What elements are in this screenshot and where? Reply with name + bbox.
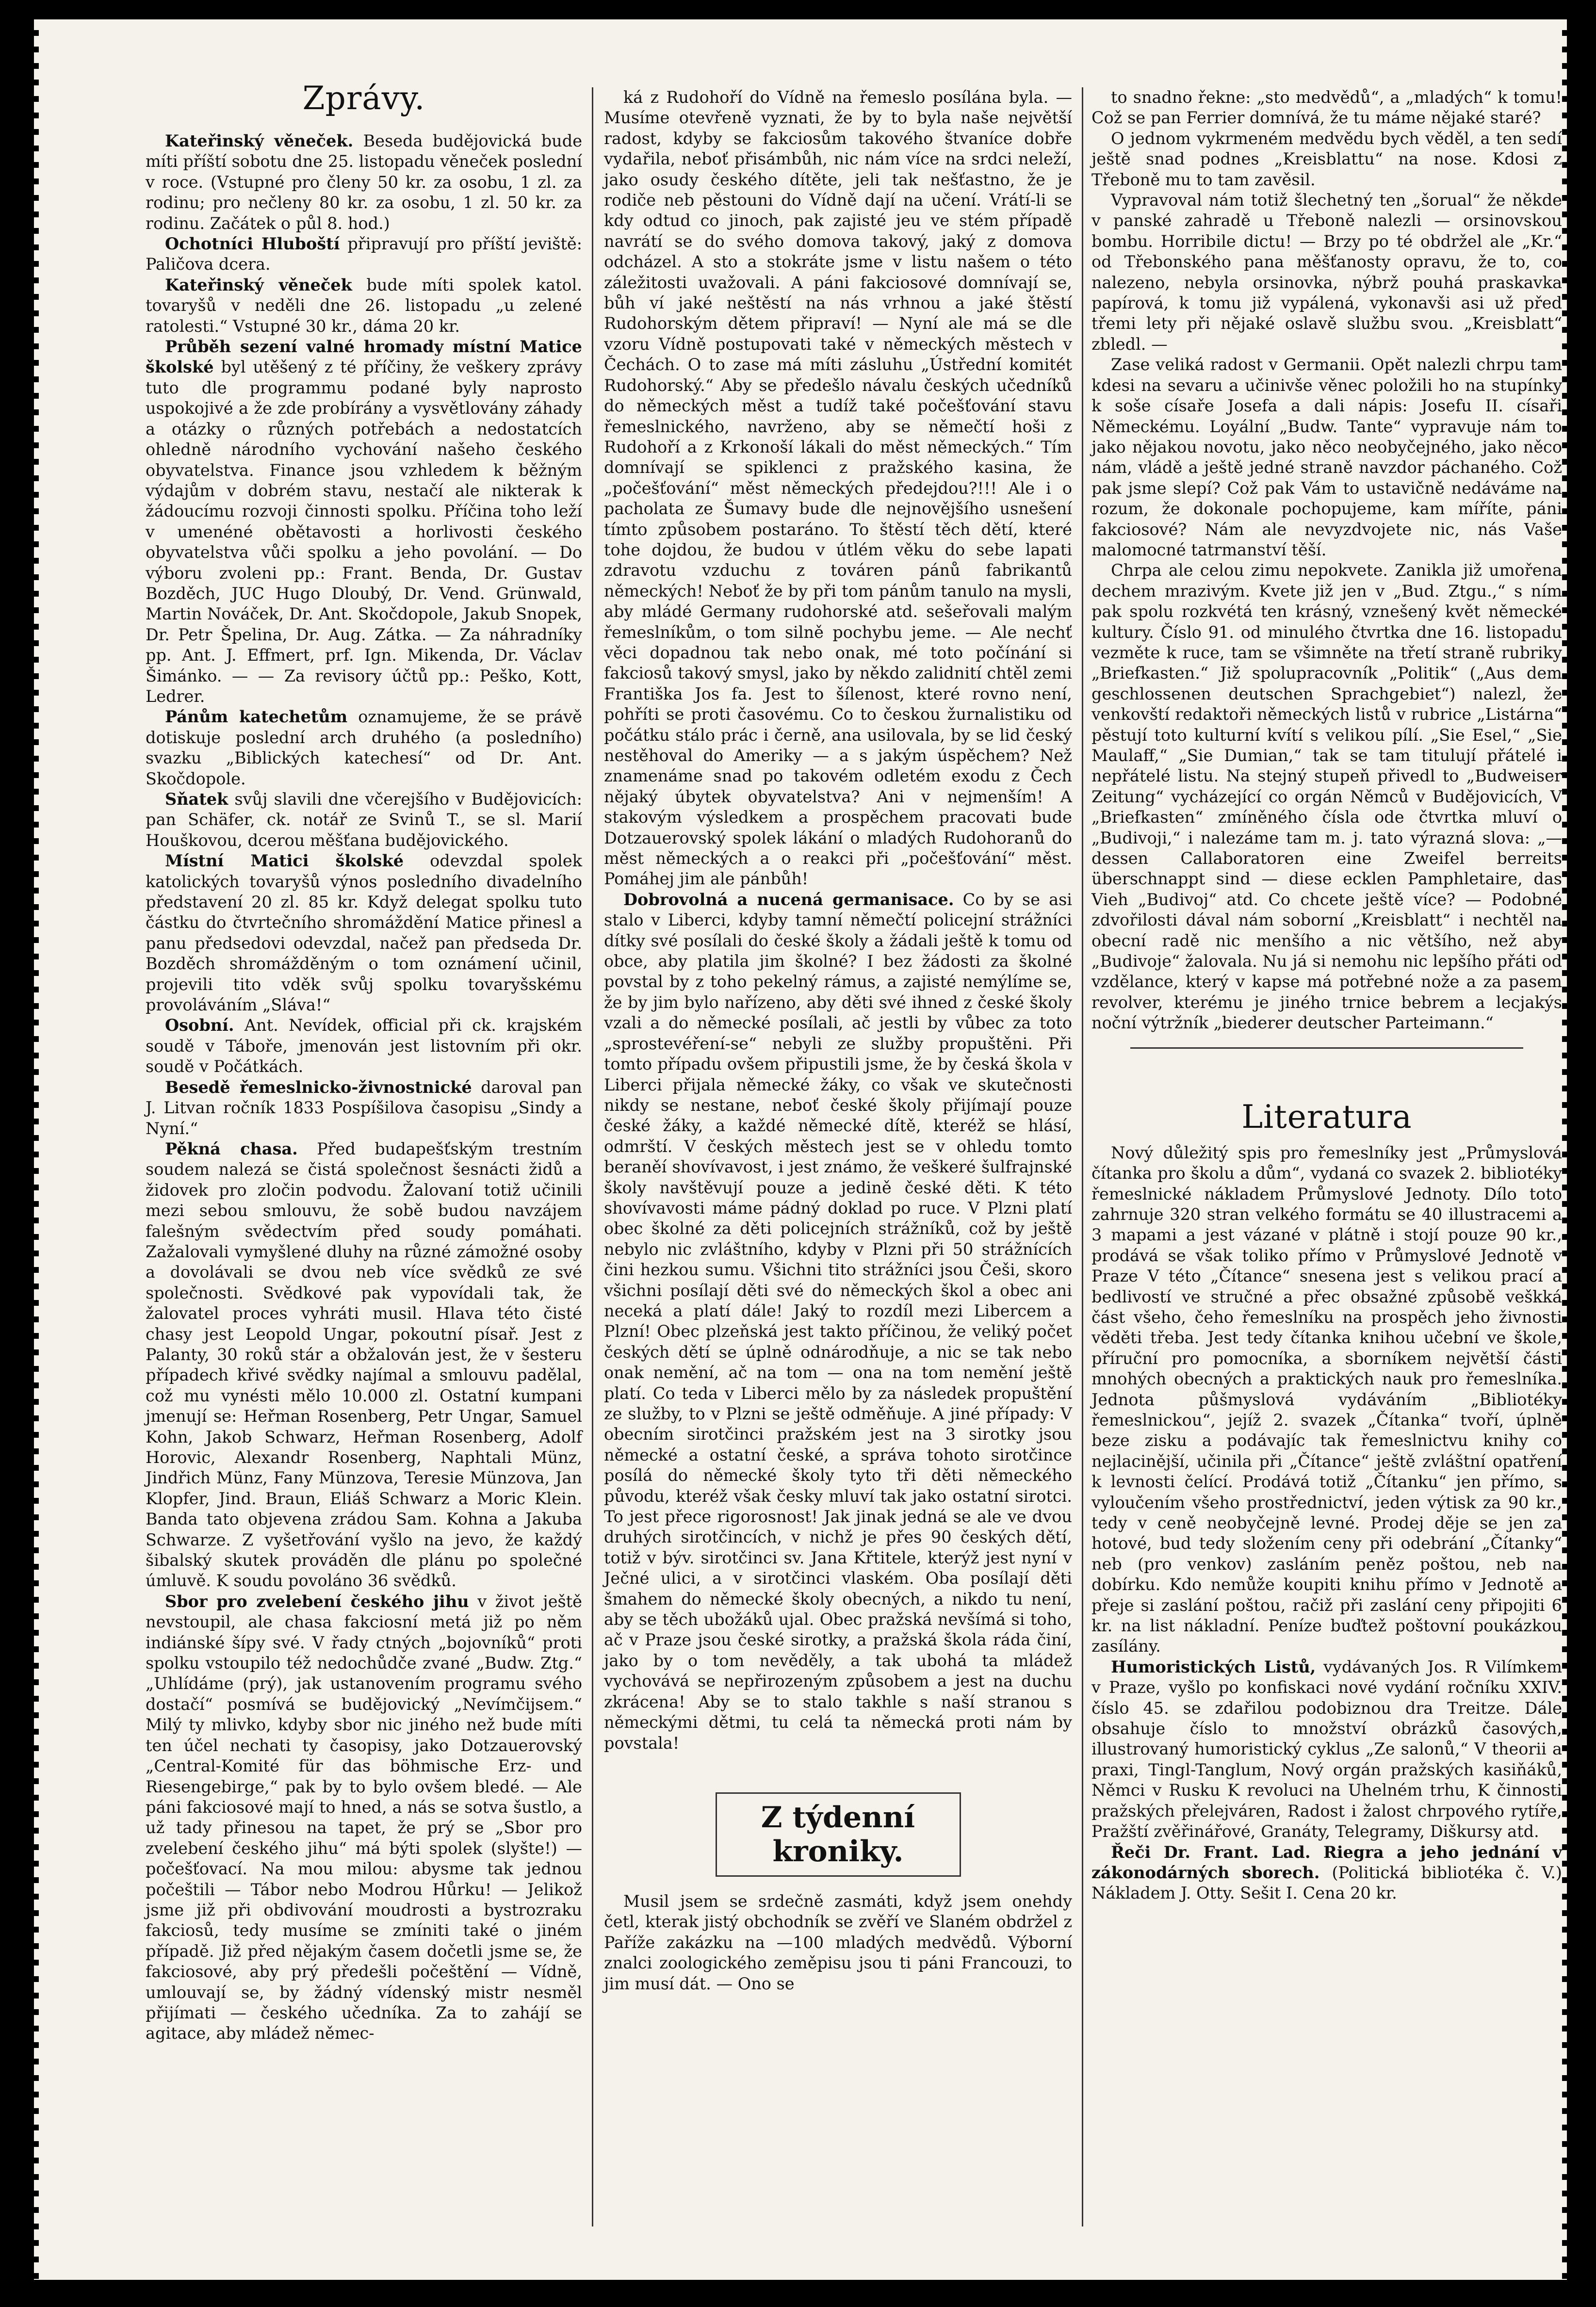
news-items [146, 131, 582, 2044]
column-divider [1082, 87, 1083, 2226]
news-paragraph [604, 1891, 1072, 1994]
paragraph-text: v život ještě nevstoupil, ale chasa fakciosní metá již po něm indiánské šípy své. V řady ctných „bojovníků“ proti spolku vstoupilo též nedochůdče zvané „Budw. Ztg.“ „Uhlídáme (prý), jak ustanovením programu svého dostačí“ posmívá se budějovický „Nevímčijsem.“ Milý ty mlivko, kdyby sbor nic jiného než bude míti ten účel nechati ty časopisy, jako Dotzauerovský „Central-Komité für das böhmische Erz- und Riesengebirge,“ pak by to bylo ovšem bledé. — Ale páni fakciosové mají to hned, a nás se sotva šustlo, a už tady přinesou na tapet, že prý se „Sbor pro zvelebení českého jihu“ má býti spolek (slyšte!) — počešťovací. Na mou milou: abysme tak jednou počeštili — Tábor nebo Modrou Hůrku! — Jelikož jsme již při obdivování moudrosti a bystrozraku fakciosů, tedy musíme se zmíniti také o jiném případě. Již před nějakým časem dočetli jsme se, že fakciosové, aby prý předešli počeštění — Vídně, umlouvají se, by žádný vídenský mistr nesměl přijímati — českého učedníka. Za to zahájí se agitace, aby mládež němec- [146, 1592, 582, 2043]
paragraph-heading: Osobní. [165, 1016, 234, 1035]
news-paragraph [146, 851, 582, 1015]
news-paragraph [146, 234, 582, 275]
paragraph-text: O jednom vykrmeném medvědu bych věděl, a ten sedí ještě snad podnes „Kreisblattu“ na nose. Kdosi z Třeboně mu to tam zavěsil. [1091, 129, 1562, 189]
news-paragraph [146, 131, 582, 234]
section-title-zpravy: Zprávy. [302, 80, 425, 117]
news-paragraph [146, 275, 582, 337]
news-paragraph [146, 1592, 582, 2044]
paragraph-heading: Ochotníci Hluboští [165, 234, 340, 254]
news-paragraph [146, 1015, 582, 1077]
paragraph-heading: Humoristických Listů, [1111, 1657, 1316, 1676]
paragraph-text: Chrpa ale celou zimu nepokvete. Zanikla již umořena dechem mrazivým. Kvete již jen v „Bud. Ztgu.,“ s ním pak spolu rozkvétá ten krásný, vznešený květ německé kultury. Číslo 91. od minulého čtvrtka dne 16. listopadu vezměte k ruce, tam se všimněte na třetí straně rubriky „Briefkasten.“ Již spolupracovník „Politik“ („Aus dem geschlossenen deutschen Sprachgebiet“) nalezl, že venkovští redaktoři německých listů v rubrice „Listárna“ pěstují toto kulturní kvítí s velikou pílí. „Sie Esel,“ „Sie Maulaff,“ „Sie Dumian,“ tak se tam titulují přátelé i nepřátelé listu. Na stejný stupeň přivedl to „Budweiser Zeitung“ vycházející co orgán Němců v Budějovicích, V „Briefkasten“ zmíněného čísla ode čtvrtka mluví o „Budivoji,“ i nalezáme tam m. j. tato výrazná slova: „— dessen Callaboratoren eine Zweifel berreits überschnappt sind — diese ecklen Pamphletaire, das Vieh „Budivoj“ atd. Co chcete ještě více? — Podobné zdvořilosti dával nám soborní „Kreisblatt“ i nechtěl na obecní radě nic menšího a nic většího, než aby „Budivoje“ žalovala. Nu já si nemohu nic lepšího přáti od vzdělance, který v kapse má potřebné nože a za pasem revolver, kterému je jiného trnice bebrem a lecjakýs noční výtržník „biederer deutscher Parteimann.“ [1091, 561, 1562, 1033]
paragraph-text: Co by se asi stalo v Liberci, kdyby tamní němečtí policejní strážníci dítky své posílali do české školy a žádali ještě k tomu od obce, aby platila jim školné? I bez žádosti za školné povstal by z toho pekelný rámus, a zajisté nemýlíme se, že by jim bylo nařízeno, aby děti své ihned z české školy vzali a do německé posílali, ač jestli by vůbec za toto „sprostevéření-se“ nebyli ze služby propuštěni. Při tomto případu ovšem připustili jsme, že by česká škola v Liberci přijala německé žáky, co však ve skutečnosti nikdy se nestane, neboť české školy přijímají pouze české žáky, a každé německé dítě, kteréž se hlásí, odmrští. V českých městech jest se v ohledu tomto beraněí shovívavost, i jest známo, že veškeré šulfrajnské školy navštěvují pouze a jedině české děti. K této shovívavosti máme pádný doklad po ruce. V Plzni platí obec školné za děti policejních strážníků, což by ještě nebylo nic zvláštního, kdyby v Plzni při 50 strážnících čini hezkou sumu. Všichni tito strážníci jsou Češi, skoro všichni posílají děti své do německých škol a obec ani neceká a platí dále! Jaký to rozdíl mezi Libercem a Plzní! Obec plzeňská jest takto příčinou, že veliký počet českých dětí se úplně odnárodňuje, a nic se tak nebo onak nemění, ač na tom — ona na tom nemění ještě platí. Co teda v Liberci mělo by za následek propuštění ze služby, to v Plzni se ještě odměňuje. A jiné případy: V obecním sirotčinci pražském jest na 3 sirotky jsou německé a ostatní české, a správa tohoto sirotčince posílá do německé školy tyto tři děti německého původu, kteréž však česky mluví tak jako ostatní sirotci. To jest přece rigorosnost! Jak jinak jedná se ale ve dvou druhých sirotčincích, v nichž je přes 90 českých dětí, totiž v býv. sirotčinci sv. Jana Křtitele, kterýž jest nyní v Ječné ulici, a v sirotčinci vlaském. Oba posílají děti šmahem do německé školy obecných, a nikdo tu není, aby se těch ubožáků ujal. Obec pražská nevšímá si toho, ač v Praze jsou české sirotky, a pražská škola ráda činí, jako by o tom nevěděly, a tak ubohá ta mládež vychovává se nepřirozeným způsobem a jest na duchu zkrácena! Aby se to stalo takhle s naší stranou s německými dětmi, tu celá ta německá proti nám by povstala! [604, 890, 1072, 1753]
news-paragraph [146, 1077, 582, 1139]
news-paragraph [604, 87, 1072, 890]
paragraph-text: Ant. Nevídek, official při ck. krajském soudě v Táboře, jmenován jest listovním při okr. soudě v Počátkách. [146, 1016, 582, 1076]
news-paragraph [1091, 87, 1562, 129]
paragraph-text: Vypravoval nám totiž šlechetný ten „šorual“ že někde v panské zahradě u Třeboně nalezli — orsinovskou bombu. Horribile dictu! — Brzy po té obdržel ale „Kr.“ od Třebonského pana měšťanosty opravu, že to, co nalezeno, nebyla orsinovka, nýbrž pouhá praskavka papírová, k tomu již vypálená, vykonavši asi už před třemi lety při nějaké oslavě službu svou. „Kreisblatt“ zbledl. — [1091, 191, 1562, 354]
news-paragraph [146, 789, 582, 851]
column-divider [592, 87, 593, 2226]
left-torn-edge [34, 19, 39, 2280]
news-paragraph [1091, 190, 1562, 355]
column-right [1091, 87, 1562, 2236]
paragraph-heading: Kateřinský věneček. [165, 131, 354, 150]
paragraph-heading: Sbor pro zvelebení českého jihu [165, 1592, 469, 1611]
paragraph-heading: Sňatek [165, 790, 228, 809]
literature-paragraph [1091, 1143, 1562, 1657]
spacer [1091, 1062, 1562, 1096]
news-paragraph [1091, 355, 1562, 560]
literature-paragraph [1091, 1842, 1562, 1904]
paragraph-text: Nový důležitý spis pro řemeslníky jest „Průmyslová čítanka pro školu a dům“, vydaná co svazek 2. bibliotéky řemeslnické nákladem Průmyslové Jednoty. Dílo toto zahrnuje 320 stran velkého formátu se 40 illustracemi a 3 mapami a jest vázané v plátně i stojí pouze 90 kr., prodává se však toliko přímo v Průmyslové Jednotě v Praze V této „Čítance“ snesena jest s velikou prací a bedlivostí ve stručné a přec obsažné způsobě veškká část všeho, čeho řemeslníku na prospěch jeho živnosti věděti třeba. Jest tedy čítanka knihou učební ve škole, příruční pro pomocníka, a sborníkem největší části mnohých obecných a praktických nauk pro řemeslníka. Jednota půšmyslová vydáváním „Bibliotéky řemeslnickou“, jejíž 2. svazek „Čítanka“ tvoří, úplně beze zisku a podávajíc tak řemeslnictvu knihy co nejlacinější, učinila při „Čítance“ ještě zvláštní opatření k levnosti čelící. Prodává totiž „Čítanku“ jen přímo, s vyloučením všeho prostřednictví, jeden výtisk za 90 kr., tedy v ceně neobyčejně levné. Prodej děje se jen za hotové, bud tedy složením ceny při odebrání „Čítanky“ neb (pro venkov) zasláním peněz poštou, neb na dobírku. Kdo nemůže koupiti knihu přímo v Jednotě a přeje si zaslání poštou, račiž při zaslání ceny připojiti 6 kr. na list nákladní. Peníze buďtež poštovní poukázkou zasílány. [1091, 1143, 1562, 1656]
section-title-literatura: Literatura [1241, 1098, 1412, 1136]
paragraph-heading: Pěkná chasa. [165, 1139, 298, 1158]
paragraph-heading: Pánům katechetům [165, 707, 348, 727]
news-paragraph [146, 707, 582, 789]
paragraph-text: byl utěšený z té příčiny, že veškery zprávy tuto dle programmu podané byly naprosto uspokojivé a že zde probírány a vysvětlovány záhady a otázky o různých potřebách a nedostatcích ohledně národního vychování našeho českého obyvatelstva. Finance jsou vzhledem k běžným výdajům v dobrém stavu, nestačí ale nikterak k žádoucímu rozvoji činnosti spolku. Příčina toho leží v umenéné obětavosti a horlivosti českého obyvatelstva vůči spolku a jeho povolání. — Do výboru zvoleni pp.: Frant. Benda, Dr. Gustav Bozděch, JUC Hugo Dloubý, Dr. Vend. Grünwald, Martin Nováček, Dr. Ant. Skočdopole, Jakub Snopek, Dr. Petr Špelina, Dr. Aug. Zátka. — Za náhradníky pp. Ant. J. Effmert, prf. Ign. Mikenda, Dr. Václav Šimánko. — — Za revisory účtů pp.: Peško, Kott, Ledrer. [146, 357, 582, 706]
paragraph-text: Musil jsem se srdečně zasmáti, když jsem onehdy četl, kterak jistý obchodník se zvěří ve Slaném obdržel z Paříže zakázku na —100 mladých medvědů. Výborní znalci zoologického zeměpisu jsou ti páni Francouzi, to jim musí dát. — Ono se [604, 1891, 1072, 1993]
paragraph-heading: Řeči Dr. Frant. Lad. Riegra a jeho jednání v zákonodárných sborech. [1091, 1842, 1562, 1882]
section-divider [1130, 1047, 1523, 1049]
paragraph-text: svůj slavili dne včerejšího v Budějovicích: pan Schäfer, ck. notář ze Svinů T., se sl. Marií Houškovou, dcerou měšťana budějovického. [146, 790, 583, 850]
paragraph-heading: Kateřinský věneček [165, 275, 352, 294]
paragraph-heading: Místní Matici školské [165, 851, 404, 871]
newspaper-sheet [34, 19, 1567, 2280]
paragraph-text: (Politická bibliotéka č. V.) Nákladem J. Otty. Sešit I. Cena 20 kr. [1091, 1863, 1563, 1903]
news-paragraph [1091, 129, 1562, 190]
paragraph-text: vydávaných Jos. R Vilímkem v Praze, vyšlo po konfiskaci nové vydání ročníku XXIV. číslo 45. se zdařilou podobiznou dra Treitze. Dále obsahuje číslo to množství obrázků časových, illustrovaný humoristický cyklus „Ze salonů,“ V theorii a praxi, Tingl-Tanglum, Nový orgán pražských kasiňáků, Němci v Rusku K revoluci na Uhelném trhu, K činnosti pražských přelejváren, Radost i žalost chrpového rytíře, Pražští zvěřinářové, Granáty, Telegramy, Diškursy atd. [1091, 1657, 1562, 1841]
paragraph-heading: Průběh sezení valné hromady místní Matice školské [146, 337, 582, 377]
news-paragraph [146, 337, 582, 707]
paragraph-text: Před budapešťským trestním soudem nalezá se čistá společnost šesnácti židů a židovek pro zločin podvodu. Žalovaní totiž učinili mezi sebou smlouvu, že sobě budou navzájem falešným svědectvím před soudy pomáhati. Zažalovali vymyšlené dluhy na různé zámožné osoby a dovolávali se dvou neb více svědků ze své společnosti. Svědkové pak vypovídali tak, že žalovatel proces vyhráti musil. Hlava této čisté chasy jest Leopold Ungar, pokoutní písař. Jest z Palanty, 30 roků stár a obžalován jest, že v šesteru případech křivé svědky najímal a smlouvu padělal, což mu vynésti mělo 10.000 zl. Ostatní kumpani jmenují se: Heřman Rosenberg, Petr Ungar, Samuel Kohn, Jakob Schwarz, Heřman Rosenberg, Adolf Horovic, Alexandr Rosenberg, Naphtali Münz, Jindřich Münz, Fany Münzova, Teresie Münzova, Jan Klopfer, Jind. Braun, Eliáš Schwarz a Moric Klein. Banda tato objevena zrádou Sam. Kohna a Jakuba Schwarze. Z vyšetřování vyšlo na jevo, že každý šibalský skutek prováděn dle plánu po společné úmluvě. K soudu povoláno 36 svědků. [146, 1139, 582, 1591]
paragraph-text: Beseda budějovická bude míti příští sobotu dne 25. listopadu věneček poslední v roce. (Vstupné pro členy 50 kr. za osobu, 1 zl. za rodinu; pro nečleny 80 kr. za osobu, 1 zl. 50 kr. za rodinu. Začátek o půl 8. hod.) [146, 131, 583, 233]
news-paragraph [604, 890, 1072, 1754]
paragraph-text: oznamujeme, že se právě dotiskuje poslední arch druhého (a posledního) svazku „Biblických katechesí“ od Dr. Ant. Skočdopole. [146, 707, 583, 788]
column-zpravy [146, 80, 583, 2236]
news-paragraph [1091, 560, 1562, 1033]
paragraph-text: to snadno řekne: „sto medvědů“, a „mladých“ k tomu! Což se pan Ferrier domnívá, že tu máme nějaké staré? [1091, 88, 1562, 128]
paragraph-text: bude míti spolek katol. tovaryšů v neděli dne 26. listopadu „u zelené ratolesti.“ Vstupné 30 kr., dáma 20 kr. [146, 275, 582, 336]
paragraph-text: daroval pan J. Litvan ročník 1833 Pospíšilova časopisu „Sindy a Nyní.“ [146, 1077, 582, 1138]
column-middle [604, 87, 1072, 2236]
news-paragraph [146, 1139, 582, 1592]
paragraph-text: připravují pro příští jeviště: Paličova dcera. [146, 234, 583, 274]
paragraph-heading: Besedě řemeslnicko-živnostnické [165, 1077, 472, 1097]
paragraph-text: ká z Rudohoří do Vídně na řemeslo posílána byla. — Musíme otevřeně vyznati, že by to byla naše největší radost, kdyby se fakciosům takového štvaníce dobře vydařila, neboť přisámbůh, nic nám více na srdci neleží, jako osudy českého dítěte, jeli tak nešťastno, že je rodiče neb pěstouni do Vídně dají na učení. Vrátí-li se kdy odtud co jinoch, pak zajisté jeu ve stém případě navrátí se do svého domova takový, jaký z domova odcházel. A sto a stokráte jsme v listu našem o této záležitosti uvažovali. A páni fakciosové domnívají se, bůh ví jaké neštěstí na nás vrhnou a jaké štěstí Rudohorským dětem připraví! — Nyní ale má se dle vzoru Vídně postupovati také v německých městech v Čechách. O to zase má míti zásluhu „Ústřední komitét Rudohorský.“ Aby se předešlo návalu českých učedníků do německých měst a tudíž také počešťování stavu řemeslnického, navrženo, aby se němečtí hoši z Rudohoří a z Krkonoší lákali do měst německých.“ Tím domnívají se spiklenci z pražského kasina, že „počešťování“ měst německých předejdou?!!! Ale i o pacholata ze Šumavy bude dle nejnovějšího usnešení tímto způsobem postaráno. To štěstí těch dětí, které tohe dojdou, že budou v útlém věku do sebe lapati zdravotu vzduchu z továren pánů fabrikantů německých! Neboť že by při tom pánům tanulo na mysli, aby mládé Germany rudohorské atd. sešeřovali malým řemeslníkům, o tom silně pochybu jeme. — Ale nechť věci dopadnou tak nebo onak, mé toto počínání si fakciosů takový smysl, jako by někdo zalidnití chtěl zemi Františka Jos fa. Jest to šílenost, které rovno není, pohříti se proti časovému. Co to českou žurnalistiku od počátku stálo prác i černě, ana usilovala, by se lid český nestěhoval do Ameriky — a s jakým úspěchem? Než znamenáme snad po takovém odletém exodu z Čech nějaký úbytek obyvatelstva? Ani v nejmenším! A stakovým výsledkem a prospěchem pracovati bude Dotzauerovský spolek lákání o mladých Rudohoranů do měst německých a o reakci při „počešťování“ měst. Pomáhej jim ale pánbůh! [604, 88, 1072, 889]
section-title-kronika: Z týdenní kroniky. [716, 1792, 961, 1877]
paragraph-heading: Dobrovolná a nucená germanisace. [623, 890, 954, 909]
paragraph-text: odevzdal spolek katolických tovaryšů výnos posledního divadelního představení 20 zl. 85 kr. Když delegat spolku tuto částku do čtvrtečního shromáždění Matice přinesl a panu předsedovi odevzdal, načež pan předseda Dr. Bozděch shromážděným o tom oznámení učinil, projevili tito vděk svůj spolku tovaryšskému provoláváním „Sláva!“ [146, 851, 582, 1015]
literature-paragraph [1091, 1657, 1562, 1842]
right-torn-edge [1562, 19, 1567, 2280]
paragraph-text: Zase veliká radost v Germanii. Opět nalezli chrpu tam kdesi na sevaru a učinivše věnec položili ho na stupínky k soše císaře Josefa a dali nápis: Josefu II. císaři Německému. Loyální „Budw. Tante“ vypravuje nám to jako nějakou novotu, jako něco neobyčejného, jako něco nám, vládě a ještě jedné straně navzdor páchaného. Což pak jsme slepí? Což pak Vám to ustavičně nedáváme na rozum, že dokonale pochopujeme, kam míříte, páni fakciosové? Nám ale nevyzdvojete nic, nás Vaše malomocné tatrmanství těší. [1091, 355, 1562, 559]
